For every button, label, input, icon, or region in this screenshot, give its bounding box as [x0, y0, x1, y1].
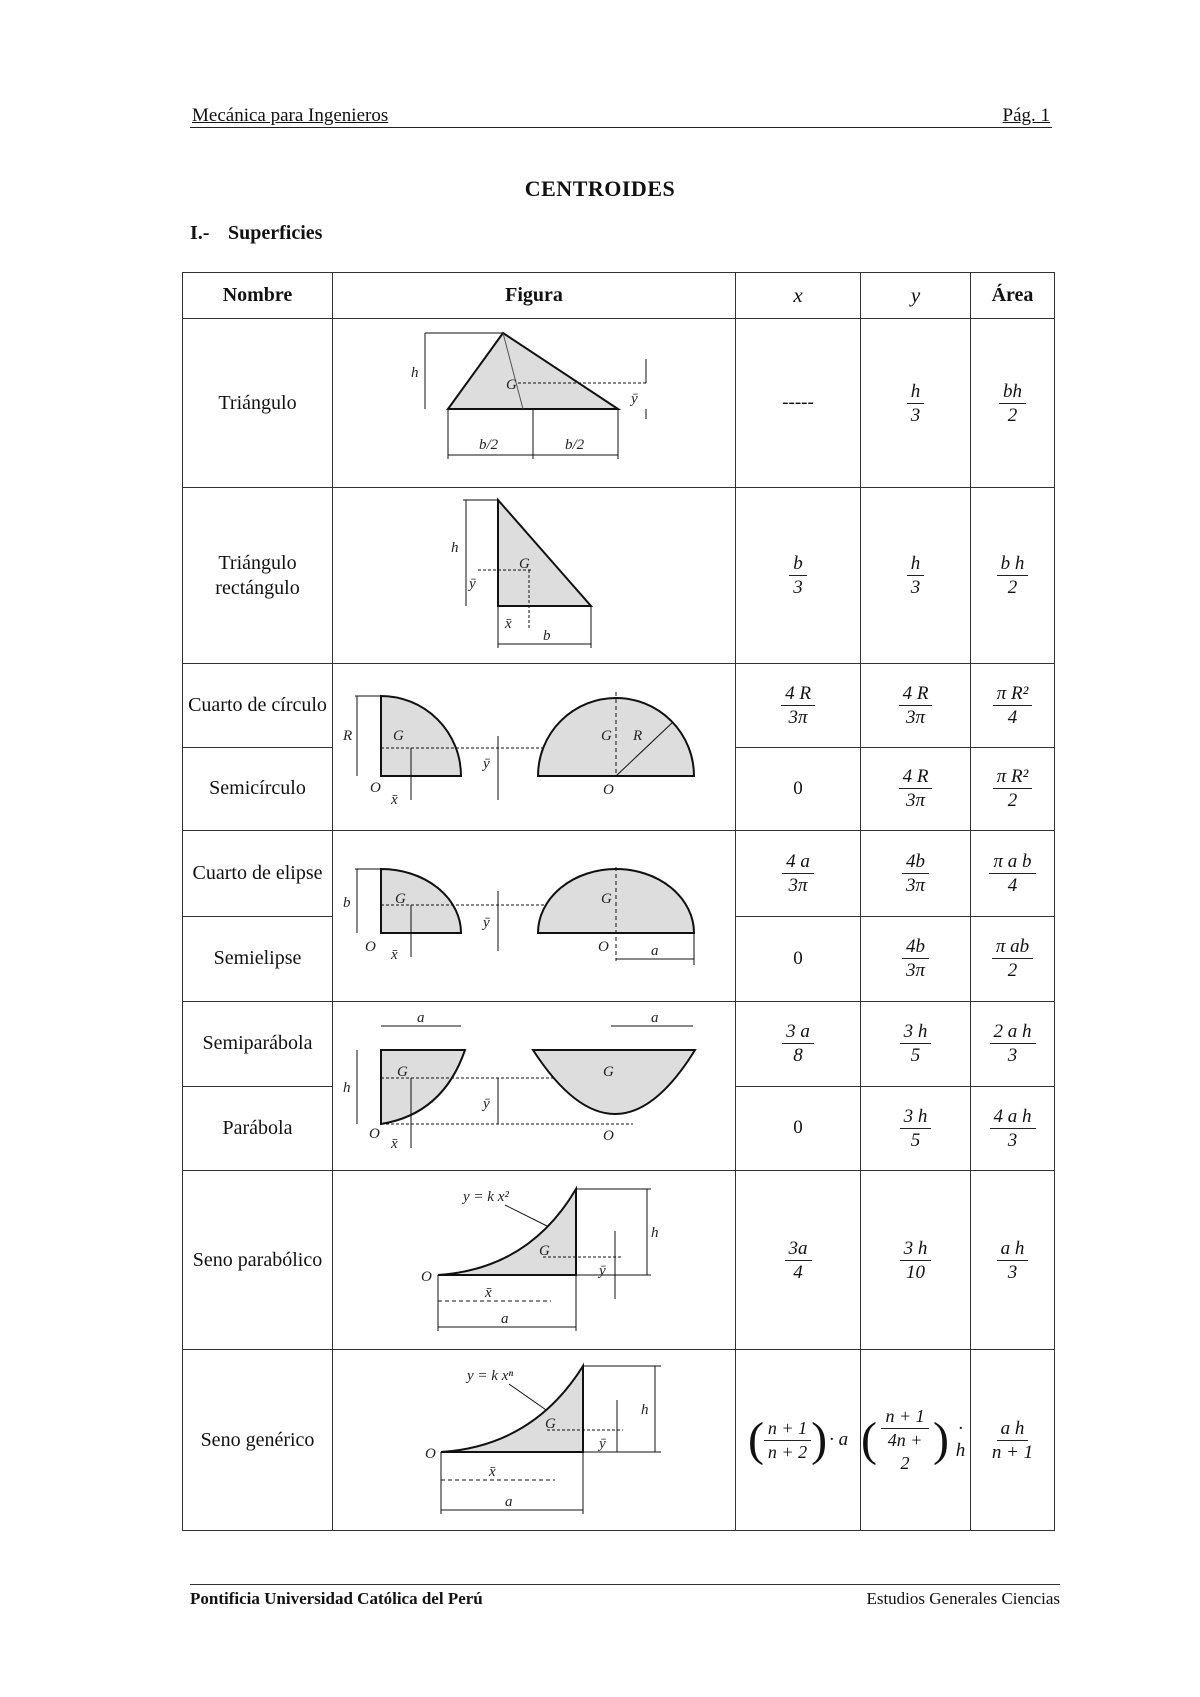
- row-area: [971, 319, 1055, 488]
- label-o: O: [425, 1446, 436, 1462]
- area-fraction: $\frac{\text{4 a h}}{3}$: [990, 1105, 1036, 1152]
- figure-parabola-shapes: [333, 1002, 736, 1171]
- section-label: Superficies: [228, 222, 323, 244]
- row-name: Parábola: [183, 1086, 333, 1171]
- label-g: G: [397, 1064, 408, 1080]
- row-x: [736, 1171, 861, 1350]
- table-row: [183, 319, 1055, 488]
- row-y: [861, 488, 971, 664]
- row-area: [971, 831, 1055, 917]
- row-area: [971, 488, 1055, 664]
- label-g: G: [519, 556, 530, 572]
- label-g: G: [506, 377, 517, 393]
- section-number: I.-: [190, 222, 210, 244]
- label-g: G: [539, 1243, 550, 1259]
- label-h: h: [451, 540, 459, 556]
- row-name: Semicírculo: [183, 747, 333, 831]
- row-y: [861, 1171, 971, 1350]
- header-y: y: [861, 273, 971, 319]
- area-fraction: $\frac{\text{π R²}}{4}$: [993, 682, 1033, 729]
- x-fraction: $\frac{4 R}{3\pi}$: [781, 682, 815, 729]
- figure-general-spandrel: [333, 1350, 736, 1531]
- row-x: [736, 1002, 861, 1087]
- label-ybar: ȳ: [483, 1096, 490, 1112]
- label-g-parab: G: [603, 1064, 614, 1080]
- x-value: 0: [793, 777, 803, 799]
- label-a: a: [651, 943, 659, 959]
- label-ybar: ȳ: [631, 391, 638, 407]
- y-fraction: $\frac{h}{3}$: [907, 552, 925, 599]
- page-title: CENTROIDES: [524, 176, 676, 201]
- label-b: b: [343, 895, 351, 911]
- label-eq-gen: y = k xⁿ: [467, 1368, 514, 1384]
- x-paren-fraction: ( $\frac{n + 1}{n + 2}$ ) · a: [747, 1413, 849, 1466]
- area-fraction: $\frac{\text{a h}}{3}$: [997, 1237, 1029, 1284]
- x-value: 0: [793, 1117, 803, 1139]
- table-row: [183, 831, 1055, 917]
- y-fraction: $\frac{3 h}{5}$: [900, 1020, 932, 1067]
- label-xbar: x̄: [485, 1285, 492, 1301]
- figure-parabolic-spandrel: [333, 1171, 736, 1350]
- page-footer: [190, 1584, 1060, 1608]
- y-paren-fraction: ( $\frac{n + 1}{4n + 2}$ ) · h: [861, 1406, 966, 1473]
- area-fraction: $\frac{bh}{2}$: [999, 380, 1026, 427]
- label-g-semi: G: [601, 891, 612, 907]
- row-name: Triángulo: [183, 319, 333, 488]
- header-nombre: Nombre: [183, 273, 333, 319]
- section-heading: [190, 222, 322, 245]
- header-area: Área: [971, 273, 1055, 319]
- figure-ellipse-shapes: [333, 831, 736, 1002]
- footer-department: Estudios Generales Ciencias: [866, 1589, 1060, 1608]
- quarter-circle-semicircle-diagram: [333, 664, 736, 830]
- label-a: a: [505, 1494, 513, 1510]
- triangle-diagram: [333, 319, 736, 487]
- area-fraction: $\frac{\text{π ab}}{2}$: [992, 935, 1033, 982]
- row-x: [736, 916, 861, 1002]
- table-header-row: [183, 273, 1055, 319]
- area-fraction: $\frac{\text{a h}}{n + 1}$: [991, 1417, 1034, 1463]
- row-y: [861, 1350, 971, 1531]
- centroids-table: [182, 272, 1055, 1531]
- page-header: [190, 103, 1052, 128]
- table-row: [183, 664, 1055, 748]
- label-h: h: [411, 365, 419, 381]
- label-h: h: [343, 1080, 351, 1096]
- label-o: O: [421, 1269, 432, 1285]
- label-a: a: [417, 1010, 425, 1026]
- label-g-semi: G: [601, 728, 612, 744]
- row-y: [861, 916, 971, 1002]
- label-xbar: x̄: [391, 1136, 398, 1152]
- label-o: O: [365, 939, 376, 955]
- label-h: h: [641, 1402, 649, 1418]
- y-fraction: $\frac{h}{3}$: [907, 380, 925, 427]
- area-fraction: $\frac{\text{π a b}}{4}$: [989, 850, 1035, 897]
- x-value: -----: [782, 392, 814, 413]
- label-ybar: ȳ: [483, 915, 490, 931]
- area-fraction: $\frac{\text{b h}}{2}$: [997, 552, 1029, 599]
- area-fraction: $\frac{\text{π R²}}{2}$: [993, 765, 1033, 812]
- label-ybar: ȳ: [599, 1263, 606, 1279]
- row-area: [971, 747, 1055, 831]
- label-b2-left: b/2: [479, 437, 499, 453]
- label-g: G: [395, 891, 406, 907]
- row-x: [736, 319, 861, 488]
- y-fraction: $\frac{4b}{3\pi}$: [902, 850, 929, 897]
- label-o-semi: O: [603, 782, 614, 798]
- row-y: [861, 1086, 971, 1171]
- area-fraction: $\frac{\text{2 a h}}{3}$: [990, 1020, 1036, 1067]
- y-fraction: $\frac{3 h}{5}$: [900, 1105, 932, 1152]
- quarter-ellipse-semiellipse-diagram: [333, 831, 736, 1001]
- right-triangle-diagram: [333, 488, 736, 663]
- row-x: [736, 488, 861, 664]
- figure-circle-shapes: [333, 664, 736, 831]
- row-name: Cuarto de círculo: [183, 664, 333, 748]
- label-b2-right: b/2: [565, 437, 585, 453]
- label-eq-parab: y = k x²: [463, 1189, 509, 1205]
- header-figura: Figura: [333, 273, 736, 319]
- label-xbar: x̄: [489, 1464, 496, 1480]
- figure-right-triangle: [333, 488, 736, 664]
- row-area: [971, 664, 1055, 748]
- row-y: [861, 664, 971, 748]
- header-x: x: [736, 273, 861, 319]
- x-value: 0: [793, 947, 803, 969]
- row-x: [736, 831, 861, 917]
- row-x: [736, 1086, 861, 1171]
- label-h: h: [651, 1225, 659, 1241]
- row-x: [736, 1350, 861, 1531]
- label-xbar: x̄: [505, 616, 512, 632]
- label-g: G: [393, 728, 404, 744]
- parabolic-spandrel-diagram: [333, 1171, 736, 1349]
- label-o-semi: O: [598, 939, 609, 955]
- label-o: O: [369, 1126, 380, 1142]
- row-area: [971, 916, 1055, 1002]
- label-a: a: [501, 1311, 509, 1327]
- label-ybar: ȳ: [469, 576, 476, 592]
- label-b: b: [543, 628, 551, 644]
- y-fraction: $\frac{4b}{3\pi}$: [902, 935, 929, 982]
- table-row: [183, 488, 1055, 664]
- figure-triangle: [333, 319, 736, 488]
- label-r-semi: R: [633, 728, 643, 744]
- footer-university: Pontificia Universidad Católica del Perú: [190, 1589, 483, 1608]
- semiparabola-parabola-diagram: [333, 1002, 736, 1170]
- row-name: Seno parabólico: [183, 1171, 333, 1350]
- label-g: G: [545, 1416, 556, 1432]
- label-xbar: x̄: [391, 792, 398, 808]
- table-row: [183, 1171, 1055, 1350]
- row-y: [861, 319, 971, 488]
- row-x: [736, 664, 861, 748]
- header-course-title: Mecánica para Ingenieros: [192, 105, 389, 126]
- label-a-parab: a: [651, 1010, 659, 1026]
- row-y: [861, 831, 971, 917]
- row-name: Semiparábola: [183, 1002, 333, 1087]
- label-o: O: [370, 780, 381, 796]
- row-area: [971, 1086, 1055, 1171]
- row-y: [861, 747, 971, 831]
- row-name: Semielipse: [183, 916, 333, 1002]
- label-ybar: ȳ: [483, 756, 490, 772]
- row-area: [971, 1171, 1055, 1350]
- label-xbar: x̄: [391, 947, 398, 963]
- x-fraction: $\frac{3 a}{8}$: [782, 1020, 814, 1067]
- row-area: [971, 1002, 1055, 1087]
- row-x: [736, 747, 861, 831]
- y-fraction: $\frac{3 h}{10}$: [900, 1237, 932, 1284]
- row-area: [971, 1350, 1055, 1531]
- row-name: Seno genérico: [183, 1350, 333, 1531]
- x-fraction: $\frac{4 a}{3\pi}$: [782, 850, 814, 897]
- header-page-number: Pág. 1: [1002, 105, 1050, 126]
- x-fraction: $\frac{b}{3}$: [789, 552, 807, 599]
- row-name: Cuarto de elipse: [183, 831, 333, 917]
- label-ybar: ȳ: [599, 1436, 606, 1452]
- y-fraction: $\frac{4 R}{3\pi}$: [899, 765, 933, 812]
- x-fraction: $\frac{3a}{4}$: [785, 1237, 812, 1284]
- general-spandrel-diagram: [333, 1350, 736, 1530]
- y-fraction: $\frac{4 R}{3\pi}$: [899, 682, 933, 729]
- table-row: [183, 1002, 1055, 1087]
- label-o-parab: O: [603, 1128, 614, 1144]
- row-y: [861, 1002, 971, 1087]
- row-name: Triángulo rectángulo: [183, 488, 333, 664]
- table-row: [183, 1350, 1055, 1531]
- label-r: R: [343, 728, 353, 744]
